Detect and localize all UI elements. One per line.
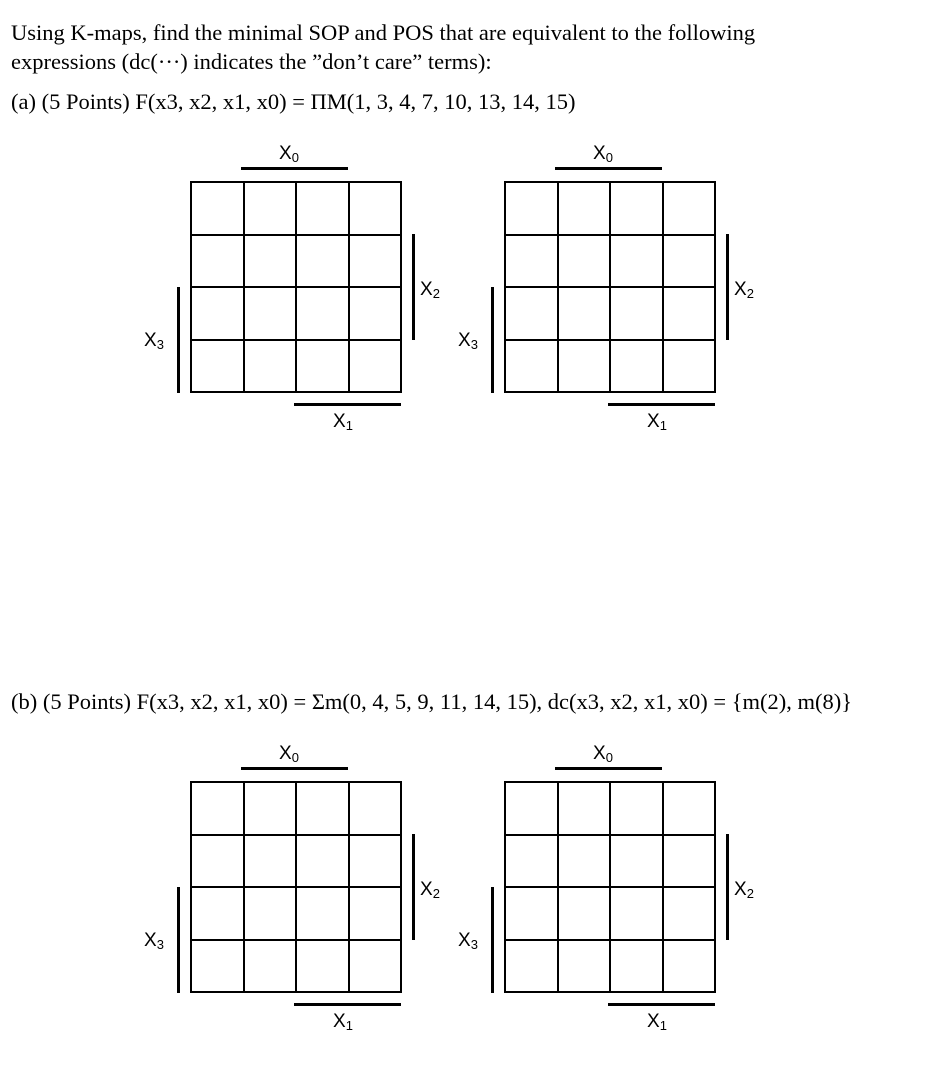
kmap-grid [504, 781, 716, 993]
kmap-cell[interactable] [244, 782, 297, 835]
kmap-cell[interactable] [296, 340, 349, 393]
kmap-cell[interactable] [610, 782, 663, 835]
kmap-label-x1: $X_1$ [647, 411, 667, 433]
kmap-cell[interactable] [191, 940, 244, 993]
part-b-label: (b) (5 Points) [11, 689, 131, 714]
kmap-cell[interactable] [349, 287, 402, 340]
kmap-bar-x0 [241, 767, 348, 770]
part-b-expression: F(x3, x2, x1, x0) = Σm(0, 4, 5, 9, 11, 14, 15), dc(x3, x2, x1, x0) = {m(2), m(8)} [136, 689, 853, 714]
kmap-bar-x2 [412, 834, 415, 940]
kmap-cell[interactable] [505, 835, 558, 888]
kmap-a-right [456, 143, 754, 444]
kmap-cell[interactable] [349, 782, 402, 835]
kmap-cell[interactable] [349, 340, 402, 393]
kmap-cell[interactable] [244, 340, 297, 393]
kmap-cell[interactable] [610, 287, 663, 340]
kmap-cell[interactable] [558, 887, 611, 940]
kmap-cell[interactable] [610, 182, 663, 235]
part-a-expression: F(x3, x2, x1, x0) = ΠM(1, 3, 4, 7, 10, 13, 14, 15) [135, 89, 576, 114]
kmap-cell[interactable] [191, 887, 244, 940]
kmap-cell[interactable] [296, 887, 349, 940]
kmap-label-x3: $X_3$ [458, 930, 478, 952]
kmap-label-x0: $X_0$ [593, 743, 613, 765]
kmap-cell[interactable] [191, 235, 244, 288]
kmap-label-x0: $X_0$ [593, 143, 613, 165]
kmap-grid [190, 181, 402, 393]
kmap-bar-x3 [177, 287, 180, 393]
kmap-cell[interactable] [191, 782, 244, 835]
kmap-label-x2: $X_2$ [420, 879, 440, 901]
kmap-bar-x2 [412, 234, 415, 340]
kmap-cell[interactable] [663, 782, 716, 835]
kmap-cell[interactable] [558, 940, 611, 993]
kmap-b-right [456, 743, 754, 1044]
kmap-cell[interactable] [191, 182, 244, 235]
kmap-cell[interactable] [244, 235, 297, 288]
kmap-cell[interactable] [505, 782, 558, 835]
kmap-cell[interactable] [244, 182, 297, 235]
kmap-label-x3: $X_3$ [458, 330, 478, 352]
kmap-cell[interactable] [191, 835, 244, 888]
kmap-bar-x0 [241, 167, 348, 170]
kmap-cell[interactable] [610, 235, 663, 288]
kmap-label-x1: $X_1$ [647, 1011, 667, 1033]
kmap-bar-x1 [294, 403, 401, 406]
kmap-bar-x2 [726, 834, 729, 940]
kmap-bar-x2 [726, 234, 729, 340]
kmap-cell[interactable] [349, 235, 402, 288]
kmap-label-x1: $X_1$ [333, 1011, 353, 1033]
kmap-bar-x3 [491, 287, 494, 393]
kmap-label-x0: $X_0$ [279, 743, 299, 765]
kmap-bar-x1 [608, 1003, 715, 1006]
kmap-cell[interactable] [610, 340, 663, 393]
kmap-label-x0: $X_0$ [279, 143, 299, 165]
kmap-cell[interactable] [191, 340, 244, 393]
kmap-cell[interactable] [505, 235, 558, 288]
kmap-cell[interactable] [349, 887, 402, 940]
part-a-label: (a) (5 Points) [11, 89, 130, 114]
kmap-cell[interactable] [663, 182, 716, 235]
kmap-bar-x3 [491, 887, 494, 993]
problem-intro-line-1: Using K-maps, find the minimal SOP and POS that are equivalent to the following [11, 20, 756, 45]
kmap-cell[interactable] [505, 340, 558, 393]
kmap-cell[interactable] [558, 287, 611, 340]
part-a-statement [11, 87, 576, 116]
kmap-label-x2: $X_2$ [420, 279, 440, 301]
kmap-cell[interactable] [349, 835, 402, 888]
kmap-cell[interactable] [505, 182, 558, 235]
kmap-bar-x0 [555, 167, 662, 170]
kmap-bar-x1 [608, 403, 715, 406]
kmap-cell[interactable] [296, 235, 349, 288]
kmap-cell[interactable] [610, 940, 663, 993]
kmap-label-x3: $X_3$ [144, 330, 164, 352]
kmap-cell[interactable] [610, 887, 663, 940]
kmap-cell[interactable] [505, 940, 558, 993]
kmap-cell[interactable] [610, 835, 663, 888]
kmap-cell[interactable] [558, 782, 611, 835]
kmap-cell[interactable] [296, 287, 349, 340]
kmap-grid [504, 181, 716, 393]
kmap-label-x2: $X_2$ [734, 279, 754, 301]
kmap-cell[interactable] [296, 182, 349, 235]
kmap-a-left [142, 143, 440, 444]
kmap-cell[interactable] [558, 835, 611, 888]
kmap-label-x1: $X_1$ [333, 411, 353, 433]
kmap-cell[interactable] [296, 835, 349, 888]
kmap-b-left [142, 743, 440, 1044]
kmap-cell[interactable] [663, 340, 716, 393]
kmap-cell[interactable] [558, 340, 611, 393]
kmap-grid [190, 781, 402, 993]
kmap-cell[interactable] [244, 287, 297, 340]
kmap-cell[interactable] [558, 235, 611, 288]
kmap-cell[interactable] [349, 940, 402, 993]
kmap-bar-x0 [555, 767, 662, 770]
kmap-cell[interactable] [663, 235, 716, 288]
part-b-statement [11, 687, 852, 716]
kmap-bar-x3 [177, 887, 180, 993]
kmap-cell[interactable] [505, 287, 558, 340]
kmap-cell[interactable] [244, 887, 297, 940]
kmap-cell[interactable] [663, 887, 716, 940]
kmap-cell[interactable] [244, 940, 297, 993]
problem-intro-line-2: expressions (dc(···) indicates the ”don’t care” terms): [11, 49, 492, 74]
kmap-cell[interactable] [505, 887, 558, 940]
kmap-cell[interactable] [663, 835, 716, 888]
kmap-cell[interactable] [349, 182, 402, 235]
kmap-label-x2: $X_2$ [734, 879, 754, 901]
kmap-bar-x1 [294, 1003, 401, 1006]
kmap-cell[interactable] [663, 940, 716, 993]
kmap-cell[interactable] [191, 287, 244, 340]
kmap-cell[interactable] [296, 940, 349, 993]
kmap-cell[interactable] [558, 182, 611, 235]
kmap-cell[interactable] [663, 287, 716, 340]
kmap-cell[interactable] [244, 835, 297, 888]
kmap-label-x3: $X_3$ [144, 930, 164, 952]
kmap-cell[interactable] [296, 782, 349, 835]
